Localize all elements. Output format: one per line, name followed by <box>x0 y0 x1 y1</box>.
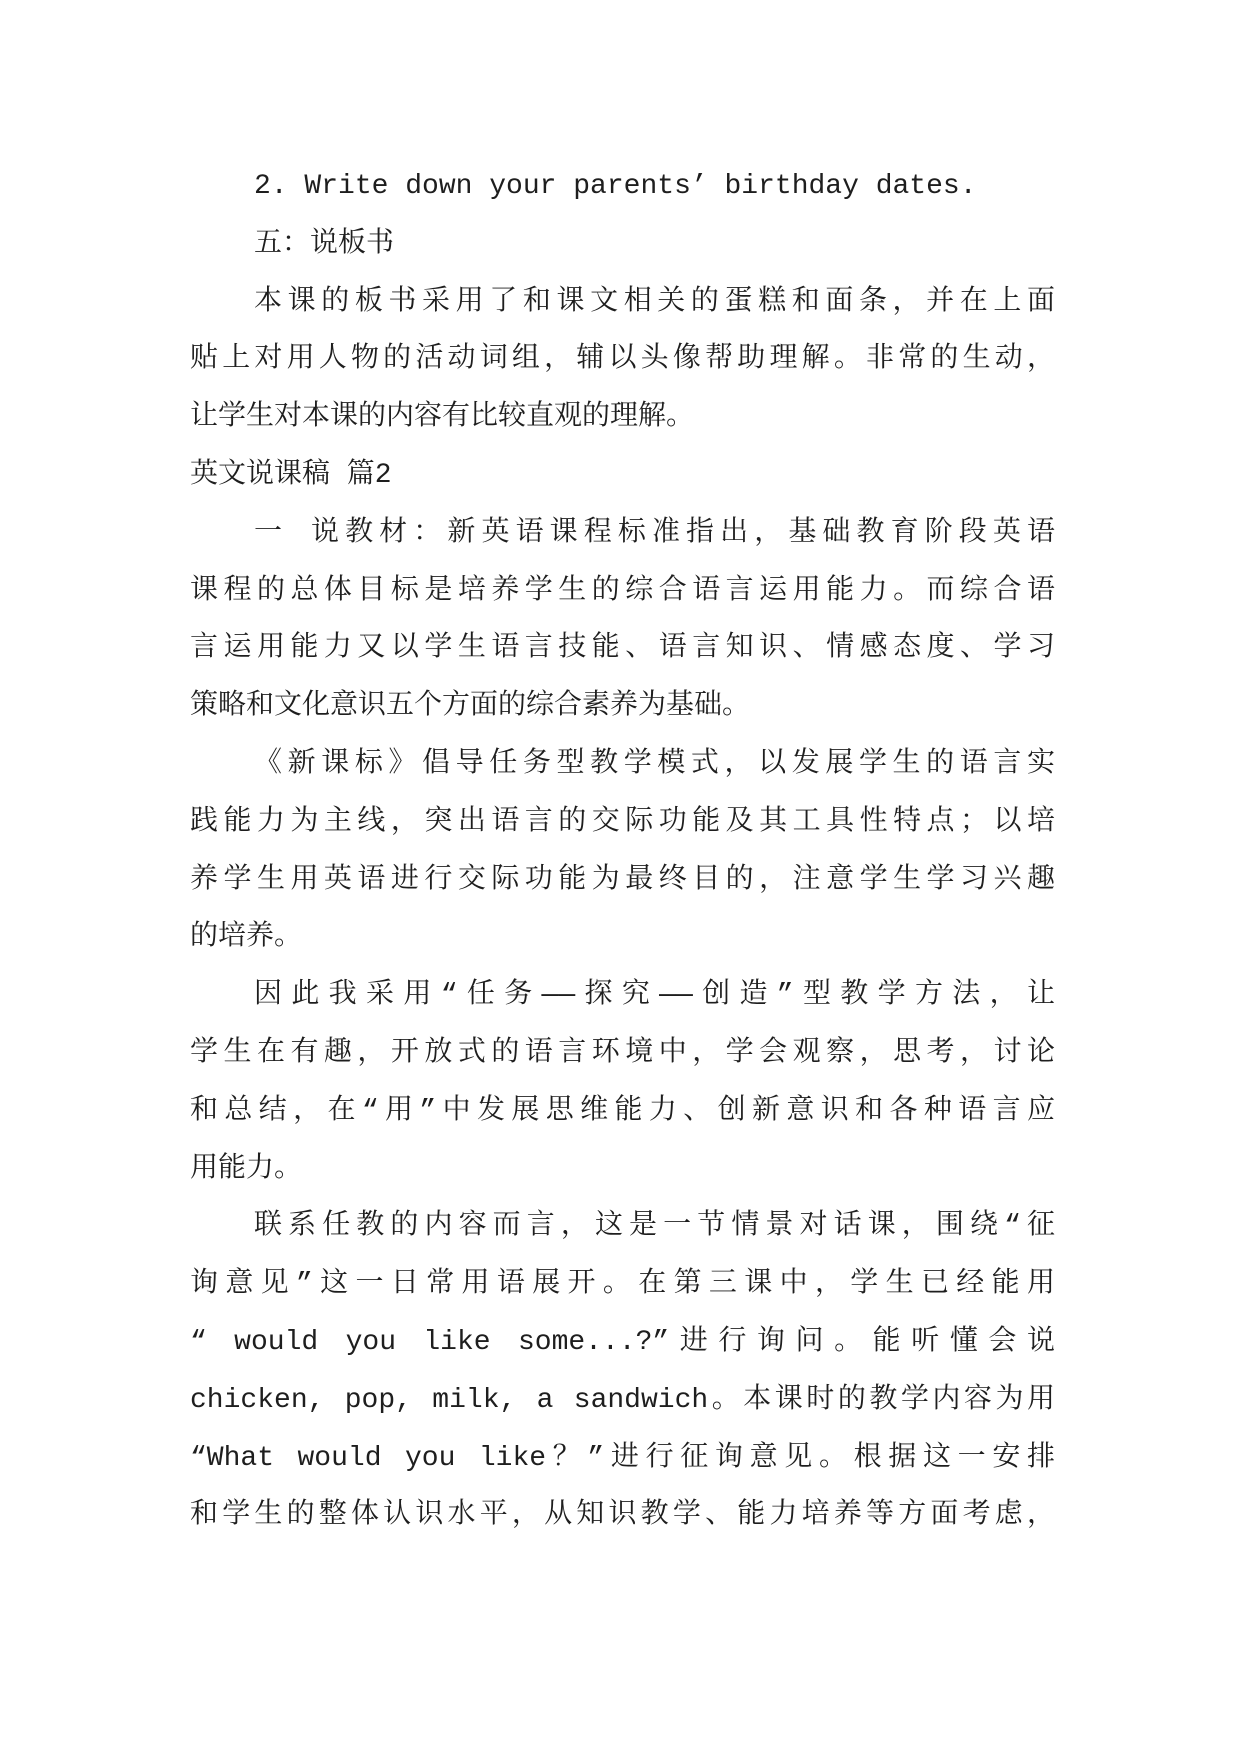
paragraph-line: 学生在有趣，开放式的语言环境中，学会观察，思考，讨论 <box>190 1037 1055 1069</box>
context-paragraph <box>190 1198 1055 1545</box>
paragraph-line: 贴上对用人物的活动词组，辅以头像帮助理解。非常的生动， <box>190 344 1055 376</box>
paragraph-line: 策略和文化意识五个方面的综合素养为基础。 <box>190 691 751 723</box>
article-heading: 英文说课稿 篇2 <box>190 459 392 491</box>
paragraph-line: 《新课标》倡导任务型教学模式，以发展学生的语言实 <box>254 748 1055 780</box>
paragraph-line: 养学生用英语进行交际功能为最终目的，注意学生学习兴趣 <box>190 864 1055 896</box>
paragraph-line: 和学生的整体认识水平，从知识教学、能力培养等方面考虑， <box>190 1500 1055 1532</box>
paragraph-line: “What would you like？”进行征询意见。根据这一安排 <box>190 1442 1055 1474</box>
paragraph-line: 的培养。 <box>190 922 303 954</box>
board-paragraph <box>190 274 1055 447</box>
paragraph-line: 言运用能力又以学生语言技能、语言知识、情感态度、学习 <box>190 633 1055 665</box>
method-paragraph <box>190 967 1055 1198</box>
article-heading-paragraph <box>190 447 1055 505</box>
paragraph-line: 践能力为主线，突出语言的交际功能及其工具性特点；以培 <box>190 806 1055 838</box>
paragraph-line: chicken, pop, milk, a sandwich。本课时的教学内容为用 <box>190 1384 1055 1416</box>
homework-item-text: 2. Write down your parents’ birthday dates. <box>254 171 977 202</box>
paragraph-line: 用能力。 <box>190 1153 303 1185</box>
paragraph-line: 课程的总体目标是培养学生的综合语言运用能力。而综合语 <box>190 575 1055 607</box>
board-section-title-paragraph <box>190 216 1055 274</box>
paragraph-line: 询意见”这一日常用语展开。在第三课中，学生已经能用 <box>190 1269 1055 1301</box>
paragraph-line: 和总结，在“用”中发展思维能力、创新意识和各种语言应 <box>190 1095 1055 1127</box>
homework-item-paragraph <box>190 158 1055 216</box>
board-section-title: 五：说板书 <box>254 228 395 260</box>
paragraph-line: “ would you like some...?”进行询问。能听懂会说 <box>190 1326 1055 1358</box>
textbook-paragraph <box>190 505 1055 736</box>
standard-paragraph <box>190 736 1055 967</box>
paragraph-line: 联系任教的内容而言，这是一节情景对话课，围绕“征 <box>254 1211 1055 1243</box>
paragraph-line: 因此我采用“任务——探究——创造”型教学方法，让 <box>254 980 1055 1012</box>
document-body <box>190 158 1055 1545</box>
paragraph-line: 本课的板书采用了和课文相关的蛋糕和面条，并在上面 <box>254 286 1055 318</box>
paragraph-line: 一 说教材：新英语课程标准指出，基础教育阶段英语 <box>254 517 1055 549</box>
paragraph-line: 让学生对本课的内容有比较直观的理解。 <box>190 402 695 434</box>
